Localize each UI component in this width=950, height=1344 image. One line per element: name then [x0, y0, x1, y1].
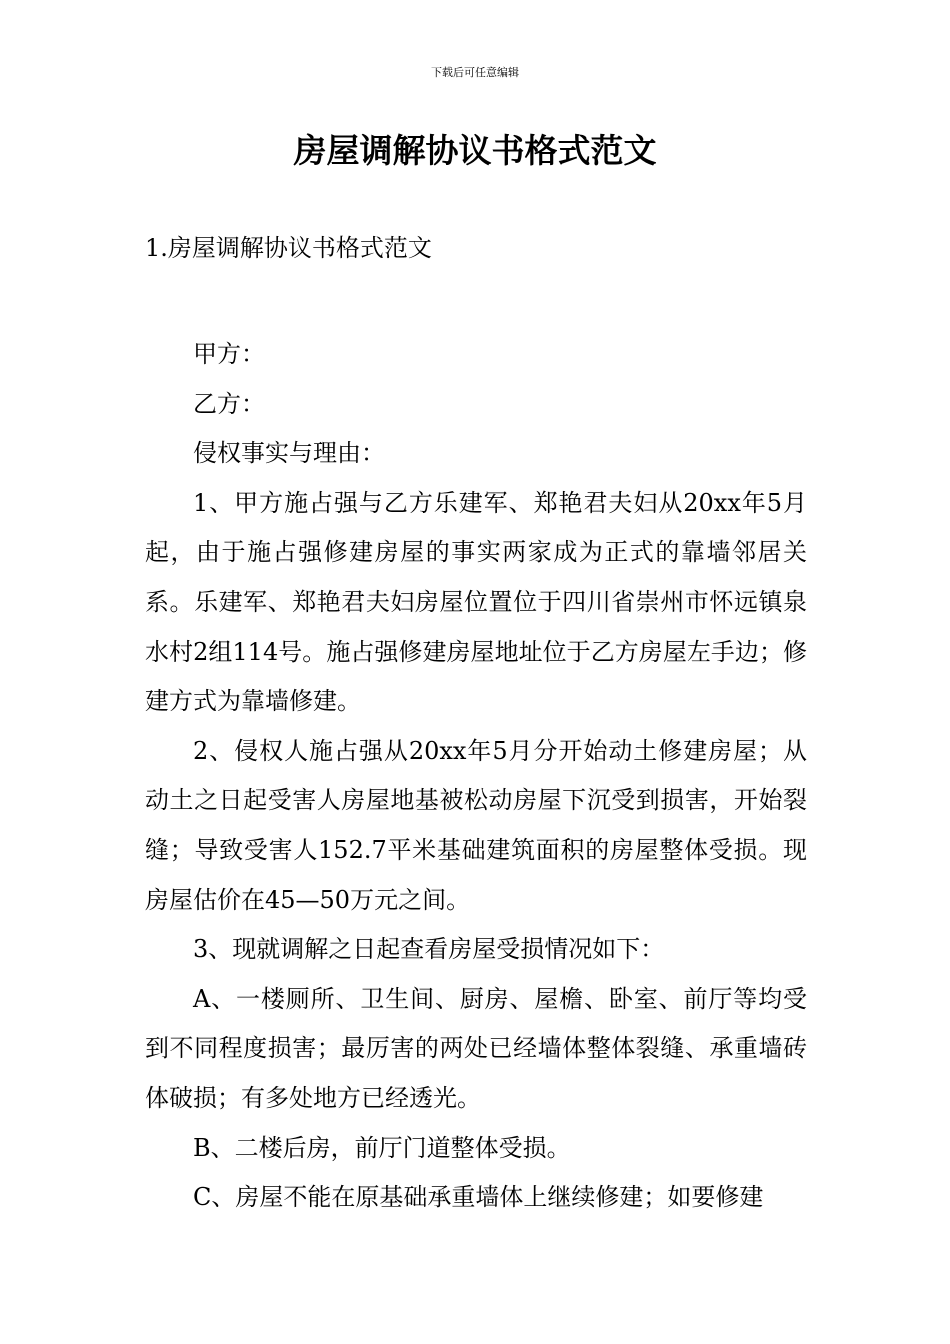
document-title: 房屋调解协议书格式范文: [293, 131, 657, 170]
paragraph-party-a: 甲方：: [193, 340, 265, 368]
paragraph-party-b: 乙方：: [193, 389, 265, 418]
paragraph-fact-2: 2、侵权人施占强从20xx年5月分开始动土修建房屋；从动土之日起受害人房屋地基被松动房屋下沉受到损害，开始裂缝；导致受害人152.7平米基础建筑面积的房屋整体受损。现房屋估价在45—50万元之间。: [145, 736, 807, 914]
paragraph-fact-1: 1、甲方施占强与乙方乐建军、郑艳君夫妇从20xx年5月起，由于施占强修建房屋的事实两家成为正式的靠墙邻居关系。乐建军、郑艳君夫妇房屋位置位于四川省崇州市怀远镇泉水村2组114号。施占强修建房屋地址位于乙方房屋左手边；修建方式为靠墙修建。: [145, 488, 807, 716]
section-heading: 1.房屋调解协议书格式范文: [145, 234, 432, 262]
paragraph-facts-heading: 侵权事实与理由：: [193, 439, 385, 468]
paragraph-item-a: A、一楼厕所、卫生间、厨房、屋檐、卧室、前厅等均受到不同程度损害；最厉害的两处已经墙体整体裂缝、承重墙砖体破损；有多处地方已经透光。: [145, 984, 807, 1112]
paragraph-item-b: B、二楼后房，前厅门道整体受损。: [193, 1133, 571, 1162]
document-body: [145, 330, 807, 1223]
header-note: 下载后可任意编辑: [431, 66, 519, 79]
paragraph-item-c: C、房屋不能在原基础承重墙体上继续修建；如要修建: [193, 1183, 764, 1212]
paragraph-fact-3: 3、现就调解之日起查看房屋受损情况如下：: [193, 935, 665, 964]
